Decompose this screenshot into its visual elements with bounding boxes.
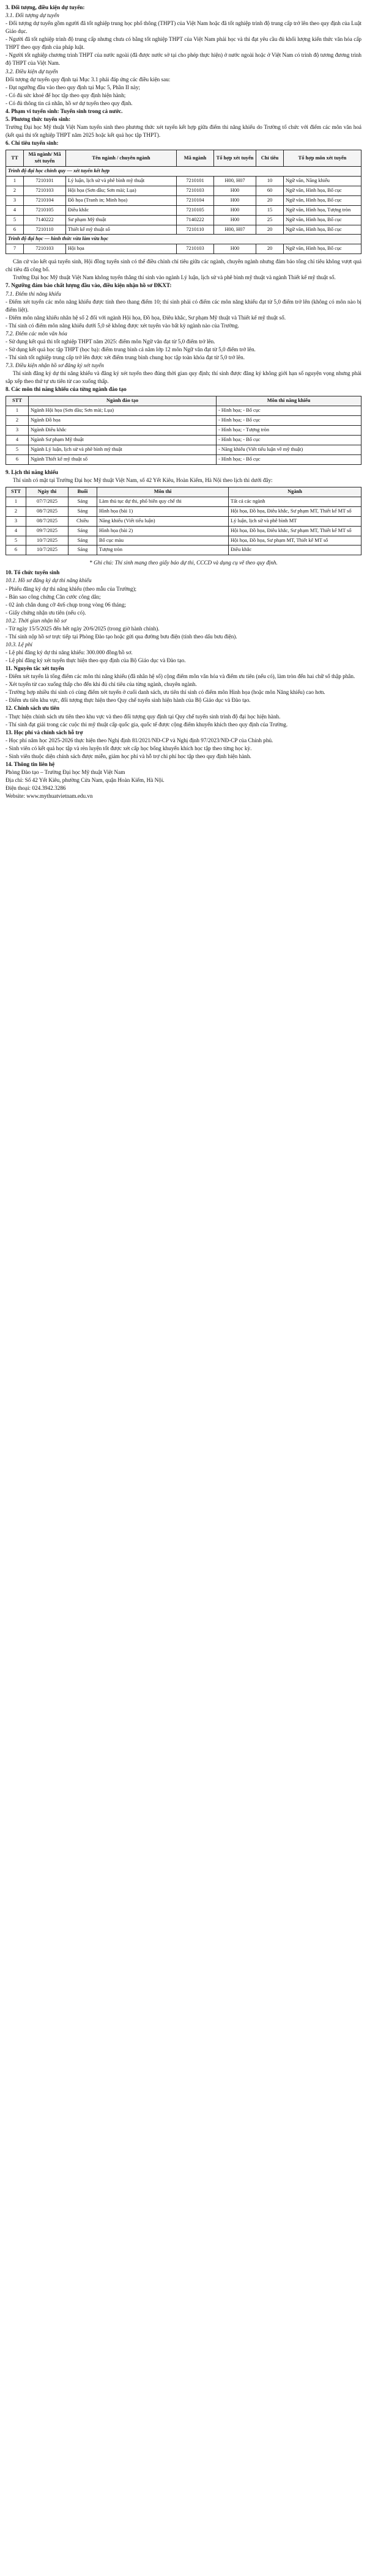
table-cell: 07/7/2025: [26, 497, 69, 506]
table-cell: 20: [256, 195, 284, 205]
table-cell: Sáng: [69, 545, 97, 555]
section-14-heading: 14. Thông tin liên hệ: [6, 761, 55, 767]
table-cell: 08/7/2025: [26, 516, 69, 526]
table-row: [6, 195, 361, 205]
paragraph-line: - Lệ phí đăng ký xét tuyển thực hiện theo quy định của Bộ Giáo dục và Đào tạo.: [6, 657, 186, 664]
table-cell: Ngành Điêu khắc: [29, 426, 217, 436]
table-cell: Ngành Hội họa (Sơn dầu; Sơn mài; Lụa): [29, 406, 217, 416]
table-cell: - Hình họa; - Bố cục: [217, 406, 361, 416]
table-cell: 7210101: [177, 176, 214, 186]
section-7-3-title: 7.3. Điều kiện nhận hồ sơ đăng ký xét tuyển: [6, 362, 104, 369]
paragraph-line: - Có đủ sức khoẻ để học tập theo quy định hiện hành;: [6, 92, 126, 98]
table-cell: 60: [256, 186, 284, 195]
table-cell: 4: [6, 526, 26, 536]
table-cell: 7210110: [177, 225, 214, 235]
section-10-2-title: 10.2. Thời gian nhận hồ sơ: [6, 617, 67, 624]
table-row: [6, 416, 361, 426]
table-row: [6, 445, 361, 454]
table-cell: 10/7/2025: [26, 536, 69, 545]
paragraph-line: - Học phí năm học 2025-2026 thực hiện theo Nghị định 81/2021/NĐ-CP và Nghị định 97/2023/NĐ-CP của Chính phủ.: [6, 737, 273, 743]
table-cell: 4: [6, 436, 29, 445]
section-7-1-body: [6, 298, 361, 330]
table-cell: 7210103: [24, 186, 66, 195]
table-cell: Ngữ văn, Hình họa, Bố cục: [284, 225, 361, 235]
section-9-intro: Thí sinh có mặt tại Trường Đại học Mỹ thuật Việt Nam, số 42 Yết Kiêu, Hoàn Kiếm, Hà Nội theo lịch thi dưới đây:: [13, 476, 273, 483]
table-row: [6, 436, 361, 445]
quota-group-label: Trình độ đại học — hình thức vừa làm vừa học: [6, 235, 361, 244]
section-3-2-title: 3.2. Điều kiện dự tuyển: [6, 68, 58, 75]
quota-col-name: Tên ngành / chuyên ngành: [66, 150, 177, 167]
table-cell: Hội họa (Sơn dầu; Sơn mài; Lụa): [66, 186, 177, 195]
table-cell: 4: [6, 205, 24, 215]
quota-table-body: [6, 166, 361, 254]
table-cell: Sáng: [69, 506, 97, 516]
table-cell: 7210104: [177, 195, 214, 205]
table-row: [6, 225, 361, 235]
table-cell: 7210105: [24, 205, 66, 215]
quota-table-header-row: [6, 150, 361, 167]
table-cell: Điêu khắc: [66, 205, 177, 215]
table-row: [6, 205, 361, 215]
table-cell: Sư phạm Mỹ thuật: [66, 215, 177, 225]
table-cell: 1: [6, 406, 29, 416]
table-cell: 20: [256, 244, 284, 254]
paragraph-line: - Đạt ngưỡng đầu vào theo quy định tại Mục 5, Phần II này;: [6, 84, 141, 90]
schedule-col-session: Buổi: [69, 487, 97, 497]
table-cell: - Năng khiếu (Viết tiểu luận về mỹ thuật): [217, 445, 361, 454]
quota-col-quota: Chỉ tiêu: [256, 150, 284, 167]
section-3-1-body: [6, 20, 361, 67]
document-body: [0, 0, 367, 806]
table-cell: H00: [214, 186, 256, 195]
paragraph-line: - Người đã tốt nghiệp trình độ trung cấp nhưng chưa có bằng tốt nghiệp THPT của Việt Nam phải học và thi đạt yêu cầu đủ khối lượng kiến thức văn hóa cấp THPT theo quy định của pháp luật.: [6, 36, 361, 51]
section-7-heading: 7. Ngưỡng đảm bảo chất lượng đầu vào, điều kiện nhận hồ sơ ĐKXT:: [6, 282, 172, 289]
section-13-heading: 13. Học phí và chính sách hỗ trợ: [6, 729, 83, 735]
table-cell: 6: [6, 454, 29, 464]
paragraph-line: - Sinh viên thuộc diện chính sách được miễn, giảm học phí và hỗ trợ chi phí học tập theo quy định hiện hành.: [6, 753, 251, 759]
quota-col-subjects: Tổ hợp môn xét tuyển: [284, 150, 361, 167]
section-12-body: [6, 713, 361, 729]
table-cell: 3: [6, 195, 24, 205]
table-cell: Điêu khắc: [229, 545, 361, 555]
paragraph-line: - Trường hợp nhiều thí sinh có cùng điểm xét tuyển ở cuối danh sách, ưu tiên thí sinh có điểm môn Hình họa (hoặc môn Năng khiếu) cao hơn.: [6, 689, 325, 696]
paragraph-line: Địa chỉ: Số 42 Yết Kiêu, phường Cửa Nam, quận Hoàn Kiếm, Hà Nội.: [6, 777, 165, 784]
section-8-heading: 8. Các môn thi năng khiếu của từng ngành đào tạo: [6, 386, 127, 393]
table-cell: 3: [6, 426, 29, 436]
section-13-body: [6, 737, 361, 761]
table-cell: 7210104: [24, 195, 66, 205]
paragraph-line: - Điểm ưu tiên khu vực, đối tượng thực hiện theo Quy chế tuyển sinh hiện hành của Bộ Giáo dục và Đào tạo.: [6, 697, 251, 704]
paragraph-line: - Điểm xét tuyển các môn năng khiếu được tính theo thang điểm 10; thí sinh phải có điểm các môn năng khiếu đạt từ 5,0 điểm trở lên (không có môn nào bị điểm liệt).: [6, 298, 361, 313]
paragraph-line: - Thực hiện chính sách ưu tiên theo khu vực và theo đối tượng quy định tại Quy chế tuyển sinh trình độ đại học hiện hành.: [6, 713, 281, 720]
table-cell: 7210105: [177, 205, 214, 215]
paragraph-line: - Bản sao công chứng Căn cước công dân;: [6, 593, 101, 600]
table-row: [6, 545, 361, 555]
table-row: [6, 526, 361, 536]
paragraph-line: - Có đủ thông tin cá nhân, hồ sơ dự tuyển theo quy định.: [6, 100, 133, 106]
section-7-3-body: [6, 370, 361, 385]
table-cell: Ngành Đồ họa: [29, 416, 217, 426]
paragraph-line: Trường Đại học Mỹ thuật Việt Nam tuyển sinh theo phương thức xét tuyển kết hợp giữa điểm thi năng khiếu do Trường tổ chức với điểm các môn văn hoá (kết quả thi tốt nghiệp THPT năm 2025 hoặc kết quả học tập THPT).: [6, 123, 361, 138]
table-cell: 7140222: [24, 215, 66, 225]
table-cell: 08/7/2025: [26, 506, 69, 516]
table-cell: - Hình họa; - Bố cục: [217, 454, 361, 464]
paragraph-line: - Điểm môn năng khiếu nhân hệ số 2 đối với ngành Hội họa, Đồ họa, Điêu khắc, Sư phạm Mỹ thuật và Thiết kế mỹ thuật số.: [6, 314, 286, 321]
section-7-1-title: 7.1. Điểm thi năng khiếu: [6, 290, 61, 297]
table-cell: Ngữ văn, Hình họa, Tượng tròn: [284, 205, 361, 215]
table-cell: H00: [214, 215, 256, 225]
paragraph-line: - Thí sinh tốt nghiệp trung cấp trở lên được xét điểm trung bình chung học tập toàn khóa đạt từ 5,0 trở lên.: [6, 354, 245, 361]
aptitude-col-stt: STT: [6, 396, 29, 406]
section-10-1-body: [6, 585, 361, 617]
section-10-3-title: 10.3. Lệ phí: [6, 641, 32, 648]
paragraph-line: - Phiếu đăng ký dự thi năng khiếu (theo mẫu của Trường);: [6, 585, 137, 592]
table-cell: Chiều: [69, 516, 97, 526]
section-3-heading: 3. Đối tượng, điều kiện dự tuyển:: [6, 4, 85, 10]
table-cell: - Hình họa; - Tượng tròn: [217, 426, 361, 436]
section-5-body: [6, 123, 361, 139]
section-10-3-body: [6, 649, 361, 665]
table-cell: 5: [6, 445, 29, 454]
section-3-2-body: [6, 76, 361, 108]
table-cell: Hội họa, Đồ họa, Sư phạm MT, Thiết kế MT số: [229, 536, 361, 545]
exam-schedule-body: [6, 497, 361, 555]
table-cell: Ngữ văn, Hình họa, Bố cục: [284, 215, 361, 225]
table-cell: Làm thủ tục dự thi, phổ biến quy chế thi: [97, 497, 229, 506]
table-row: [6, 186, 361, 195]
paragraph-line: Đối tượng dự tuyển quy định tại Mục 3.1 phải đáp ứng các điều kiện sau:: [6, 76, 171, 82]
schedule-col-stt: STT: [6, 487, 26, 497]
table-cell: Hội họa, Đồ họa, Điêu khắc, Sư phạm MT, Thiết kế MT số: [229, 526, 361, 536]
table-cell: H00: [214, 244, 256, 254]
table-cell: 2: [6, 506, 26, 516]
table-cell: Ngữ văn, Hình họa, Bố cục: [284, 244, 361, 254]
aptitude-table: [6, 396, 361, 464]
quota-col-combo: Tổ hợp xét tuyển: [214, 150, 256, 167]
section-7-2-body: [6, 338, 361, 362]
paragraph-line: - Đối tượng dự tuyển gồm người đã tốt nghiệp trung học phổ thông (THPT) của Việt Nam hoặc đã tốt nghiệp trình độ trung cấp trở lên theo quy định của Luật Giáo dục.: [6, 20, 361, 35]
paragraph-line: - Xét tuyển từ cao xuống thấp cho đến khi đủ chỉ tiêu của từng ngành, chuyên ngành.: [6, 681, 197, 688]
table-row: [6, 426, 361, 436]
table-cell: H00: [214, 195, 256, 205]
paragraph-line: - Lệ phí đăng ký dự thi năng khiếu: 300.000 đồng/hồ sơ.: [6, 649, 133, 656]
table-cell: 1: [6, 497, 26, 506]
table-cell: - Hình họa; - Bố cục: [217, 436, 361, 445]
schedule-note: * Ghi chú: Thí sinh mang theo giấy báo dự thi, CCCD và dụng cụ vẽ theo quy định.: [89, 560, 278, 566]
table-cell: 3: [6, 516, 26, 526]
table-cell: 20: [256, 225, 284, 235]
table-cell: - Hình họa; - Bố cục: [217, 416, 361, 426]
table-cell: 7140222: [177, 215, 214, 225]
quota-col-major-code: Mã ngành: [177, 150, 214, 167]
section-9-heading: 9. Lịch thi năng khiếu: [6, 469, 59, 475]
table-row: [6, 516, 361, 526]
table-cell: Ngữ văn, Hình họa, Bố cục: [284, 195, 361, 205]
table-row: [6, 176, 361, 186]
paragraph-line: Phòng Đào tạo – Trường Đại học Mỹ thuật Việt Nam: [6, 768, 125, 775]
table-cell: 09/7/2025: [26, 526, 69, 536]
table-cell: 1: [6, 176, 24, 186]
paragraph-line: Căn cứ vào kết quả tuyển sinh, Hội đồng tuyển sinh có thể điều chỉnh chỉ tiêu giữa các ngành, chuyên ngành nhưng đảm bảo tổng chỉ tiêu không vượt quá chỉ tiêu đã công bố.: [6, 258, 361, 273]
table-cell: Năng khiếu (Viết tiểu luận): [97, 516, 229, 526]
table-cell: 7210103: [177, 244, 214, 254]
table-cell: Bố cục màu: [97, 536, 229, 545]
table-cell: Hình họa (bài 2): [97, 526, 229, 536]
table-cell: Ngành Sư phạm Mỹ thuật: [29, 436, 217, 445]
paragraph-line: Trường Đại học Mỹ thuật Việt Nam không tuyển thẳng thí sinh vào ngành Lý luận, lịch sử và phê bình mỹ thuật và ngành Thiết kế mỹ thuật số.: [13, 274, 336, 281]
paragraph-line: - Sử dụng kết quả thi tốt nghiệp THPT năm 2025: điểm môn Ngữ văn đạt từ 5,0 điểm trở lên.: [6, 338, 215, 345]
table-row: [6, 506, 361, 516]
section-11-heading: 11. Nguyên tắc xét tuyển: [6, 665, 64, 672]
table-cell: 7210110: [24, 225, 66, 235]
table-row: [6, 536, 361, 545]
section-7-2-title: 7.2. Điểm các môn văn hóa: [6, 330, 67, 337]
quota-col-tt: TT: [6, 150, 24, 167]
table-cell: Lý luận, lịch sử và phê bình MT: [229, 516, 361, 526]
table-cell: Sáng: [69, 497, 97, 506]
table-cell: H00, H07: [214, 176, 256, 186]
table-cell: Thiết kế mỹ thuật số: [66, 225, 177, 235]
table-cell: Sáng: [69, 536, 97, 545]
paragraph-line: - Sinh viên có kết quả học tập và rèn luyện tốt được xét cấp học bổng khuyến khích học tập theo từng học kỳ.: [6, 745, 252, 751]
paragraph-line: - Điểm xét tuyển là tổng điểm các môn thi năng khiếu (đã nhân hệ số) cộng điểm môn văn hóa và điểm ưu tiên (nếu có), làm tròn đến hai chữ số thập phân.: [6, 673, 355, 680]
after-quota-notes: [6, 258, 361, 282]
schedule-col-date: Ngày thi: [26, 487, 69, 497]
table-cell: 5: [6, 536, 26, 545]
table-cell: Hội họa: [66, 244, 177, 254]
table-cell: 6: [6, 225, 24, 235]
table-cell: 7210103: [24, 244, 66, 254]
table-cell: 10/7/2025: [26, 545, 69, 555]
paragraph-line: - Thí sinh nộp hồ sơ trực tiếp tại Phòng Đào tạo hoặc gửi qua đường bưu điện (tính theo dấu bưu điện).: [6, 633, 237, 640]
exam-schedule-header-row: [6, 487, 361, 497]
table-cell: Hình họa (bài 1): [97, 506, 229, 516]
section-12-heading: 12. Chính sách ưu tiên: [6, 705, 59, 712]
aptitude-table-body: [6, 406, 361, 465]
paragraph-line: - 02 ảnh chân dung cỡ 4x6 chụp trong vòng 06 tháng;: [6, 601, 126, 608]
table-cell: 7210103: [177, 186, 214, 195]
table-cell: 5: [6, 215, 24, 225]
table-cell: Lý luận, lịch sử và phê bình mỹ thuật: [66, 176, 177, 186]
section-4-heading: 4. Phạm vi tuyển sinh: Tuyển sinh trong cả nước.: [6, 108, 123, 114]
table-cell: Hội họa, Đồ họa, Điêu khắc, Sư phạm MT, Thiết kế MT số: [229, 506, 361, 516]
paragraph-line: - Giấy chứng nhận ưu tiên (nếu có).: [6, 609, 86, 616]
schedule-col-subject: Môn thi: [97, 487, 229, 497]
table-cell: Tất cả các ngành: [229, 497, 361, 506]
section-3-1-title: 3.1. Đối tượng dự tuyển: [6, 12, 59, 19]
table-cell: H00: [214, 205, 256, 215]
table-cell: Ngành Lý luận, lịch sử và phê bình mỹ thuật: [29, 445, 217, 454]
table-cell: Sáng: [69, 526, 97, 536]
exam-schedule-table: [6, 487, 361, 555]
table-cell: Đồ họa (Tranh in; Minh họa): [66, 195, 177, 205]
paragraph-line: Thí sinh đăng ký dự thi năng khiếu và đăng ký xét tuyển theo đúng thời gian quy định; thí sinh được đăng ký không giới hạn số nguyện vọng nhưng phải sắp xếp theo thứ tự ưu tiên từ cao xuống thấp.: [6, 370, 361, 385]
paragraph-line: - Người tốt nghiệp chương trình THPT của nước ngoài (đã được nước sở tại cho phép thực hiện) ở nước ngoài hoặc ở Việt Nam có trình độ tương đương trình độ THPT của Việt Nam.: [6, 52, 361, 67]
table-cell: 7: [6, 244, 24, 254]
table-row: [6, 454, 361, 464]
table-cell: 2: [6, 186, 24, 195]
quota-col-code: Mã ngành/ Mã xét tuyển: [24, 150, 66, 167]
table-cell: 25: [256, 215, 284, 225]
aptitude-col-major: Ngành đào tạo: [29, 396, 217, 406]
section-10-heading: 10. Tổ chức tuyển sinh: [6, 569, 60, 576]
paragraph-line: - Từ ngày 15/5/2025 đến hết ngày 20/6/2025 (trong giờ hành chính).: [6, 625, 160, 632]
schedule-col-major: Ngành: [229, 487, 361, 497]
table-cell: Ngữ văn, Hình họa, Bố cục: [284, 186, 361, 195]
table-cell: 2: [6, 416, 29, 426]
paragraph-line: - Thí sinh có điểm môn năng khiếu dưới 5,0 sẽ không được xét tuyển vào bất kỳ ngành nào của Trường.: [6, 322, 239, 329]
paragraph-line: Website: www.mythuatvietnam.edu.vn: [6, 793, 93, 800]
table-cell: H00, H07: [214, 225, 256, 235]
table-cell: 6: [6, 545, 26, 555]
section-11-body: [6, 673, 361, 704]
table-cell: Tượng tròn: [97, 545, 229, 555]
section-10-1-title: 10.1. Hồ sơ đăng ký dự thi năng khiếu: [6, 577, 92, 584]
aptitude-table-header-row: [6, 396, 361, 406]
section-14-body: [6, 768, 361, 800]
table-cell: Ngành Thiết kế mỹ thuật số: [29, 454, 217, 464]
table-row: [6, 244, 361, 254]
quota-group-row: [6, 166, 361, 176]
quota-group-row: [6, 235, 361, 244]
section-10-2-body: [6, 625, 361, 641]
table-row: [6, 406, 361, 416]
paragraph-line: Điện thoại: 024.3942.3286: [6, 785, 66, 792]
table-row: [6, 497, 361, 506]
quota-group-label: Trình độ đại học chính quy — xét tuyển kết hợp: [6, 166, 361, 176]
table-row: [6, 215, 361, 225]
aptitude-col-exam: Môn thi năng khiếu: [217, 396, 361, 406]
section-6-heading: 6. Chỉ tiêu tuyển sinh:: [6, 140, 59, 147]
table-cell: 10: [256, 176, 284, 186]
table-cell: Ngữ văn, Năng khiếu: [284, 176, 361, 186]
paragraph-line: - Sử dụng kết quả học tập THPT (học bạ): điểm trung bình cả năm lớp 12 môn Ngữ văn đạt từ 5,0 điểm trở lên.: [6, 346, 256, 352]
table-cell: 15: [256, 205, 284, 215]
paragraph-line: - Thí sinh đạt giải trong các cuộc thi mỹ thuật cấp quốc gia, quốc tế được cộng điểm khuyến khích theo quy định của Trường.: [6, 721, 288, 728]
section-5-heading: 5. Phương thức tuyển sinh:: [6, 115, 71, 122]
quota-table: [6, 150, 361, 254]
table-cell: 7210101: [24, 176, 66, 186]
